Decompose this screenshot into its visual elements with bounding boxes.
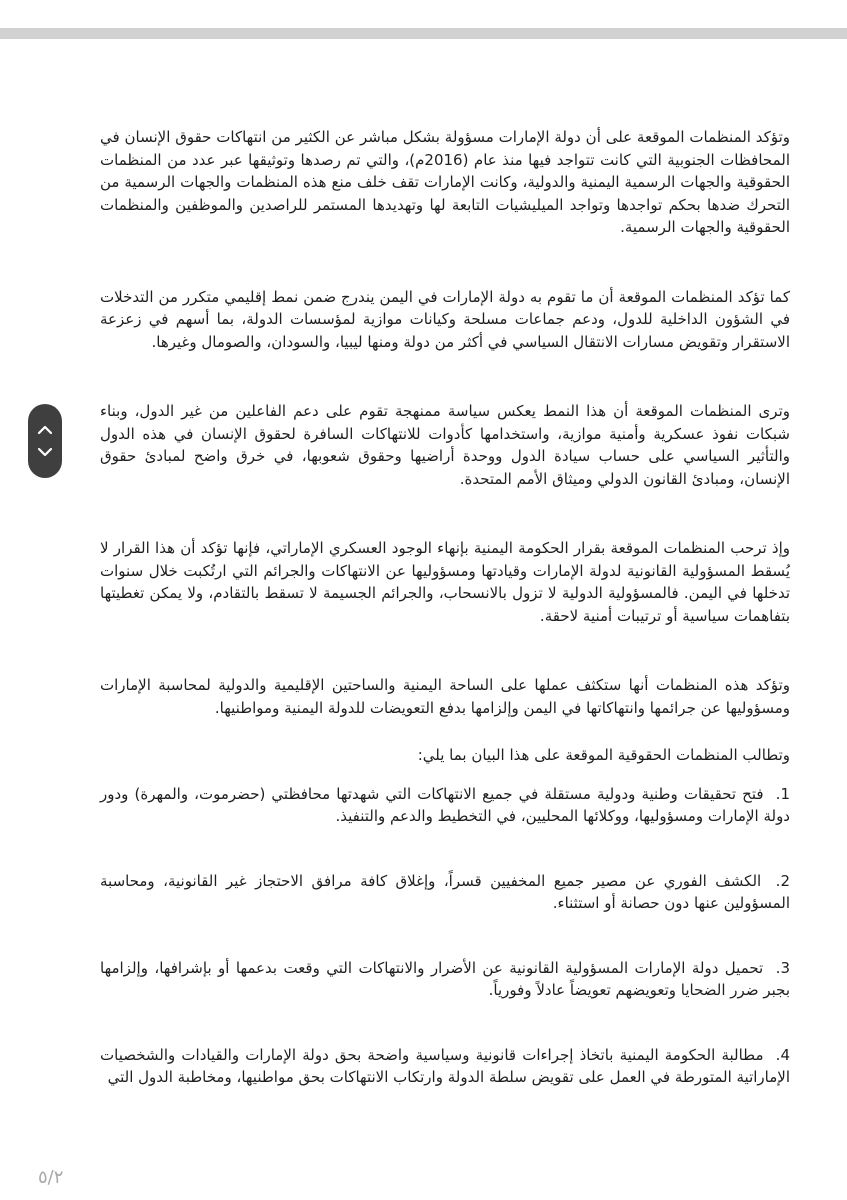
list-item-number: 1. bbox=[775, 784, 790, 803]
list-item bbox=[100, 1044, 790, 1089]
document-page bbox=[100, 126, 790, 1131]
scroll-down-button[interactable] bbox=[35, 445, 55, 459]
top-divider bbox=[0, 28, 847, 39]
paragraph: كما تؤكد المنظمات الموقعة أن ما تقوم به دولة الإمارات في اليمن يندرج ضمن نمط إقليمي متكرر من التدخلات في الشؤون الداخلية للدول، ودعم جماعات مسلحة وكيانات موازية لمؤسسات الدولة، بما أسهم في زعزعة الاستقرار وتقويض مسارات الانتقال السياسي في أكثر من دولة ومنها ليبيا، والسودان، والصومال وغيرها. bbox=[100, 287, 790, 351]
paragraph: وإذ ترحب المنظمات الموقعة بقرار الحكومة اليمنية بإنهاء الوجود العسكري الإماراتي، فإنها تؤكد أن هذا القرار لا يُسقط المسؤولية القانونية لدولة الإمارات وقيادتها ومسؤوليها عن الانتهاكات والجرائم التي ارتُكبت خلال سنوات تدخلها في اليمن. فالمسؤولية الدولية لا تزول بالانسحاب، والجرائم الجسيمة لا تسقط بالتقادم، ولا يمكن تغطيتها بتفاهمات سياسية أو ترتيبات أمنية لاحقة. bbox=[100, 539, 790, 625]
list-item-text: الكشف الفوري عن مصير جميع المخفيين قسراً، وإغلاق كافة مرافق الاحتجاز غير القانونية، ومحاسبة المسؤولين عنها دون حصانة أو استثناء. bbox=[100, 871, 790, 912]
list-item-text: مطالبة الحكومة اليمنية باتخاذ إجراءات قانونية وسياسية واضحة بحق دولة الإمارات والقيادات والشخصيات الإماراتية المتورطة في العمل على تقويض سلطة الدولة وارتكاب الانتهاكات بحق مواطنيها، ومخاطبة الدول التي bbox=[100, 1045, 790, 1086]
chevron-down-icon bbox=[37, 447, 53, 457]
list-intro: وتطالب المنظمات الحقوقية الموقعة على هذا البيان بما يلي: bbox=[417, 746, 790, 764]
list-item-number: 2. bbox=[775, 871, 790, 890]
chevron-up-icon bbox=[37, 425, 53, 435]
paragraph: وتؤكد المنظمات الموقعة على أن دولة الإمارات مسؤولة بشكل مباشر عن الكثير من انتهاكات حقوق الإنسان في المحافظات الجنوبية التي كانت تتواجد فيها منذ عام (2016م)، والتي تم رصدها وتوثيقها عبر عدد من المنظمات الحقوقية والجهات الرسمية اليمنية والدولية، وكانت الإمارات تقف خلف منع هذه المنظمات والجهات الرسمية من التحرك ضدها بحكم تواجدها وتواجد الميليشيات التابعة لها وتهديدها المستمر للراصدين والموظفين والمنظمات الحقوقية والجهات الرسمية. bbox=[100, 128, 790, 236]
list-item-text: تحميل دولة الإمارات المسؤولية القانونية عن الأضرار والانتهاكات التي وقعت بدعمها أو بإشرافها، وإلزامها بجبر ضرر الضحايا وتعويضهم تعويضاً عادلاً وفورياً. bbox=[100, 958, 790, 999]
list-item-number: 4. bbox=[775, 1045, 790, 1064]
paragraph: وترى المنظمات الموقعة أن هذا النمط يعكس سياسة ممنهجة تقوم على دعم الفاعلين من غير الدول، وبناء شبكات نفوذ عسكرية وأمنية موازية، واستخدامها كأدوات للانتهاكات السافرة لحقوق الإنسان في هذه الدول والتأثير السياسي على حساب سيادة الدول ووحدة أراضيها وحقوق شعوبها، في خرق واضح لمبادئ حقوق الإنسان، ومبادئ القانون الدولي وميثاق الأمم المتحدة. bbox=[100, 402, 790, 488]
paragraph: وتؤكد هذه المنظمات أنها ستكثف عملها على الساحة اليمنية والساحتين الإقليمية والدولية لمحاسبة الإمارات ومسؤوليها عن جرائمها وانتهاكاتها في اليمن وإلزامها بدفع التعويضات للدولة اليمنية ومواطنيها. bbox=[100, 676, 790, 717]
list-item bbox=[100, 957, 790, 1002]
list-item bbox=[100, 783, 790, 828]
scroll-up-button[interactable] bbox=[35, 423, 55, 437]
scroll-nav bbox=[28, 404, 62, 478]
list-item bbox=[100, 870, 790, 915]
list-item-number: 3. bbox=[775, 958, 790, 977]
list-item-text: فتح تحقيقات وطنية ودولية مستقلة في جميع الانتهاكات التي شهدتها محافظتي (حضرموت، والمهرة) ودور دولة الإمارات ومسؤوليها، ووكلائها المحليين، في التخطيط والدعم والتنفيذ. bbox=[100, 784, 790, 825]
page-number: ٥/٢ bbox=[38, 1167, 64, 1188]
